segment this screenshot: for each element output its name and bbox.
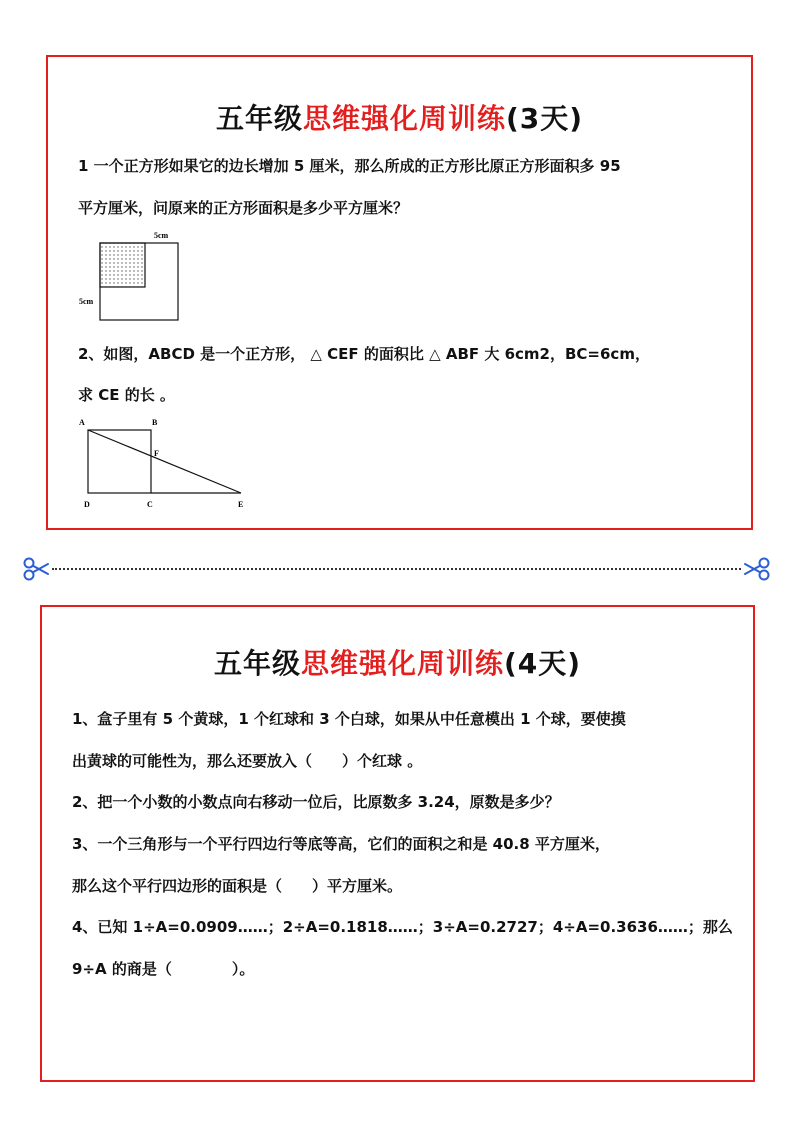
card-title-day4 <box>42 642 753 682</box>
question-4-line-2: 9÷A 的商是（ ）。 <box>72 960 255 978</box>
original-square <box>100 243 145 287</box>
square-figure <box>76 229 186 321</box>
title-highlight: 思维强化周训练 <box>302 102 506 135</box>
question-3-line-1: 3、一个三角形与一个平行四边行等底等高，它们的面积之和是 40.8 平方厘米， <box>72 835 610 853</box>
triangle-figure <box>74 415 254 515</box>
label-c: C <box>147 500 153 509</box>
label-b: B <box>152 418 158 427</box>
top-label: 5cm <box>154 231 169 240</box>
label-d: D <box>84 500 90 509</box>
worksheet-card-day4 <box>40 605 755 1082</box>
question-4-line-1: 4、已知 1÷A=0.0909……；2÷A=0.1818……；3÷A=0.2727；4÷A=0.3636……；那么 <box>72 918 733 936</box>
question-2-line-1: 2、把一个小数的小数点向右移动一位后，比原数多 3.24，原数是多少？ <box>72 793 560 811</box>
scissors-icon <box>743 555 771 583</box>
cut-line <box>0 553 793 585</box>
side-label: 5cm <box>79 297 94 306</box>
question-2-line-1: 2、如图，ABCD 是一个正方形， △ CEF 的面积比 △ ABF 大 6cm2，BC=6cm， <box>78 345 650 363</box>
worksheet-card-day3 <box>46 55 753 530</box>
question-1-line-1: 1、盒子里有 5 个黄球，1 个红球和 3 个白球，如果从中任意模出 1 个球，要使摸 <box>72 710 626 728</box>
question-1-line-1: 1 一个正方形如果它的边长增加 5 厘米，那么所成的正方形比原正方形面积多 95 <box>78 157 621 175</box>
card-title-day3 <box>48 97 751 137</box>
title-highlight: 思维强化周训练 <box>300 647 504 680</box>
title-prefix: 五年级 <box>213 647 301 680</box>
question-1-line-2: 平方厘米，问原来的正方形面积是多少平方厘米？ <box>78 199 409 217</box>
square-abcd <box>88 430 151 493</box>
dotted-cut-line <box>52 568 741 570</box>
title-suffix: (3天) <box>505 102 584 135</box>
label-a: A <box>79 418 85 427</box>
question-2-line-2: 求 CE 的长 。 <box>78 386 175 404</box>
title-prefix: 五年级 <box>215 102 303 135</box>
segment-ae <box>88 430 241 493</box>
label-f: F <box>154 449 159 458</box>
question-1-line-2: 出黄球的可能性为，那么还要放入（ ）个红球 。 <box>72 752 423 770</box>
label-e: E <box>238 500 244 509</box>
question-3-line-2: 那么这个平行四边形的面积是（ ）平方厘米。 <box>72 877 403 895</box>
title-suffix: (4天) <box>503 647 582 680</box>
scissors-icon <box>22 555 50 583</box>
